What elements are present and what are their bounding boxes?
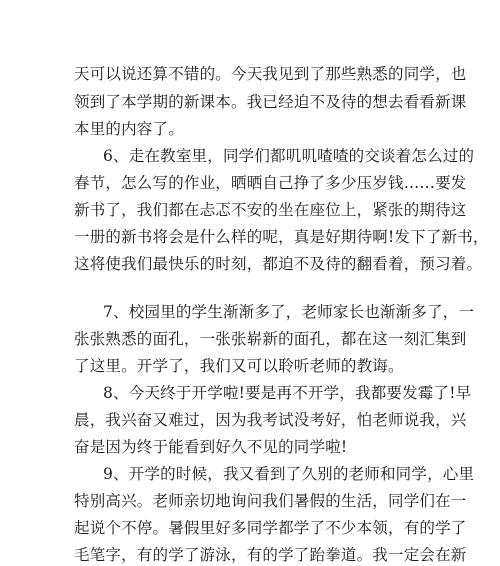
text-line: 了这里。开学了，我们又可以聆听老师的教诲。 [74,357,404,375]
text-line: 奋是因为终于能看到好久不见的同学啦! [74,438,348,456]
paragraph-9-line: 9、开学的时候，我又看到了久别的老师和同学，心里 [103,465,475,483]
text-line: 领到了本学期的新课本。我已经迫不及待的想去看看新课 [74,93,467,111]
text-line: 特别高兴。老师亲切地询问我们暑假的生活，同学们在一 [74,492,467,510]
text-line: 天可以说还算不错的。今天我见到了那些熟悉的同学，也 [74,65,467,83]
paragraph-6-line: 6、走在教室里，同学们都叽叽喳喳的交谈着怎么过的 [103,147,475,165]
text-line: 起说个不停。暑假里好多同学都学了不少本领，有的学了 [74,519,467,537]
text-line: 张张熟悉的面孔，一张张崭新的面孔，都在这一刻汇集到 [74,330,467,348]
paragraph-8-line: 8、今天终于开学啦!要是再不开学，我都要发霉了!早 [103,384,472,402]
paragraph-7-line: 7、校园里的学生渐渐多了，老师家长也渐渐多了，一 [103,303,475,321]
text-line: 毛笔字，有的学了游泳，有的学了跆拳道。我一定会在新 [74,546,467,564]
text-line: 本里的内容了。 [74,120,184,138]
text-line: 一册的新书将会是什么样的呢，真是好期待啊!发下了新书， [74,228,489,246]
text-line: 这将使我们最快乐的时刻，都迫不及待的翻看着，预习着。 [74,255,483,273]
text-line: 晨，我兴奋又难过，因为我考试没考好，怕老师说我，兴 [74,411,467,429]
text-line: 春节，怎么写的作业，晒晒自己挣了多少压岁钱……要发 [74,174,467,192]
text-line: 新书了，我们都在忐忑不安的坐在座位上，紧张的期待这 [74,201,467,219]
